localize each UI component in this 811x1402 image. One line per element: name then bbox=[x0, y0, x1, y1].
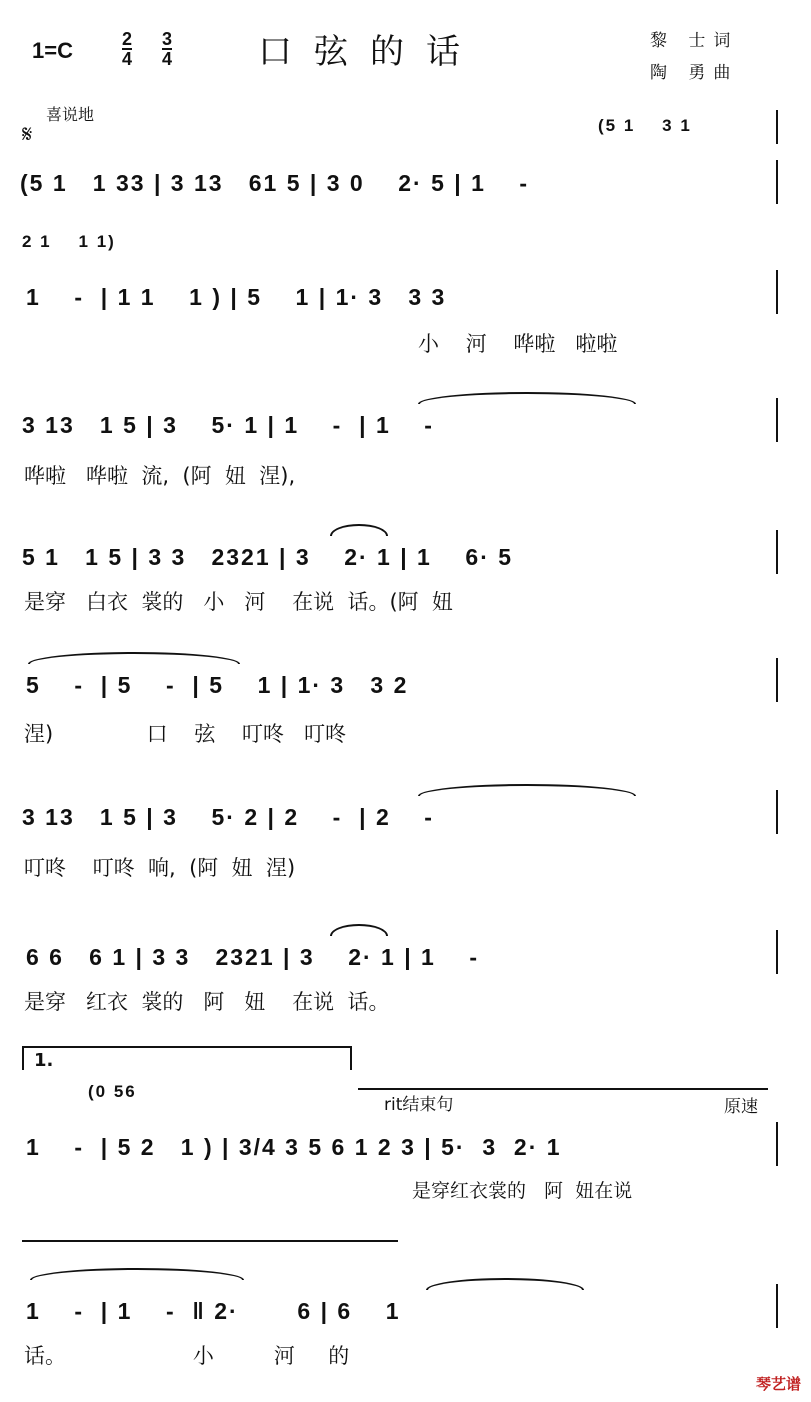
volta-number: 1. bbox=[34, 1050, 54, 1071]
notes-line-3: 3 13 1 5 | 3 5· 1 | 1 - | 1 - bbox=[22, 412, 434, 438]
song-title: 口弦的话 bbox=[258, 32, 482, 72]
upper-notes-1: (5 1 3 1 bbox=[598, 116, 692, 135]
watermark-logo: 琴艺谱 bbox=[755, 1375, 801, 1393]
notes-line-4: 5 1 1 5 | 3 3 2321 | 3 2· 1 | 1 6· 5 bbox=[22, 544, 514, 570]
volta-bracket-2 bbox=[22, 1240, 398, 1242]
notes-line-1: (5 1 1 33 | 3 13 61 5 | 3 0 2· 5 | 1 - bbox=[20, 170, 530, 196]
notes-line-7: 6 6 6 1 | 3 3 2321 | 3 2· 1 | 1 - bbox=[26, 944, 480, 970]
time-signature-2 bbox=[162, 30, 172, 68]
lyrics-line-2: 小 河 哗啦 啦啦 bbox=[418, 332, 618, 356]
tempo-marking: 喜说地 bbox=[46, 105, 95, 124]
volta-bracket-right bbox=[350, 1046, 352, 1070]
upper-notes-8: (0 56 bbox=[88, 1082, 137, 1101]
notes-line-5: 5 - | 5 - | 5 1 | 1· 3 3 2 bbox=[26, 672, 409, 698]
tempo-primo-marking: 原速 bbox=[724, 1097, 758, 1117]
lyricist-credit: 黎 士词 bbox=[650, 31, 739, 51]
notes-line-2: 1 - | 1 1 1 ) | 5 1 | 1· 3 3 3 bbox=[26, 284, 447, 310]
lyrics-line-7: 是穿 红衣 裳的 阿 妞 在说 话。 bbox=[24, 990, 390, 1014]
lyrics-line-9: 话。 小 河 的 bbox=[24, 1344, 350, 1368]
notes-line-9: 1 - | 1 - ‖ 2· 6 | 6 1 bbox=[26, 1298, 401, 1324]
time-denominator: 4 bbox=[162, 49, 173, 69]
barline bbox=[776, 930, 778, 974]
time-numerator: 2 bbox=[122, 29, 133, 49]
volta-bracket-left bbox=[22, 1046, 24, 1070]
slur bbox=[426, 1278, 584, 1290]
barline bbox=[776, 160, 778, 204]
barline bbox=[776, 530, 778, 574]
tie-slur bbox=[28, 652, 240, 664]
lyrics-line-6: 叮咚 叮咚 响, (阿 妞 涅) bbox=[24, 856, 296, 880]
lyrics-line-5: 涅) 口 弦 叮咚 叮咚 bbox=[24, 722, 347, 746]
volta-bracket bbox=[22, 1046, 350, 1048]
barline bbox=[776, 790, 778, 834]
notes-line-8: 1 - | 5 2 1 ) | 3/4 3 5 6 1 2 3 | 5· 3 2· 1 bbox=[26, 1134, 562, 1160]
upper-notes-2: 2 1 1 1) bbox=[22, 232, 116, 251]
time-denominator: 4 bbox=[122, 49, 133, 69]
barline bbox=[776, 398, 778, 442]
barline bbox=[776, 110, 778, 144]
slur bbox=[330, 524, 388, 536]
tie-slur bbox=[30, 1268, 244, 1280]
time-signature-1 bbox=[122, 30, 132, 68]
time-numerator: 3 bbox=[162, 29, 173, 49]
segno-icon: 𝄋 bbox=[22, 120, 33, 148]
key-signature: 1=C bbox=[32, 38, 73, 63]
notes-line-6: 3 13 1 5 | 3 5· 2 | 2 - | 2 - bbox=[22, 804, 434, 830]
composer-credit: 陶 勇曲 bbox=[650, 63, 739, 83]
rit-marking: rit结束句 bbox=[384, 1095, 454, 1115]
tie-slur bbox=[418, 784, 636, 796]
barline bbox=[776, 1122, 778, 1166]
tie-slur bbox=[418, 392, 636, 404]
lyrics-line-8: 是穿红衣裳的 阿 妞在说 bbox=[412, 1180, 633, 1202]
slur bbox=[330, 924, 388, 936]
barline bbox=[776, 270, 778, 314]
barline bbox=[776, 1284, 778, 1328]
barline bbox=[776, 658, 778, 702]
lyrics-line-4: 是穿 白衣 裳的 小 河 在说 话。(阿 妞 bbox=[24, 590, 454, 614]
lyrics-line-3: 哗啦 哗啦 流, (阿 妞 涅), bbox=[24, 464, 296, 488]
